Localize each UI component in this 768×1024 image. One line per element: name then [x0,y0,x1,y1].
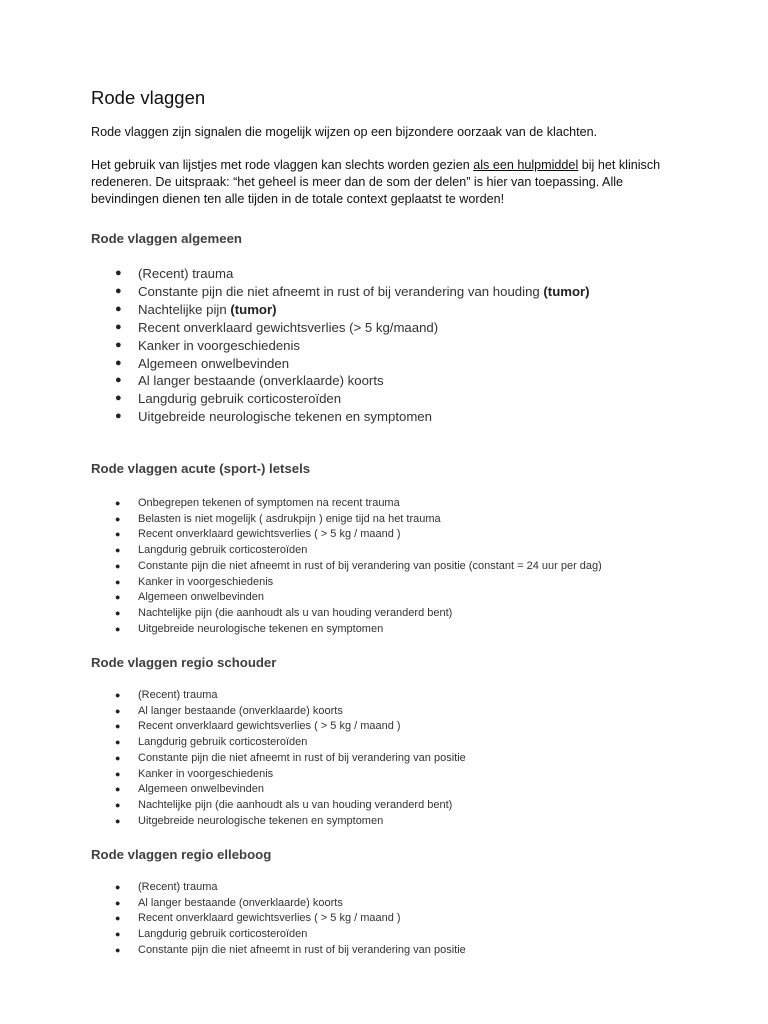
bullet-icon: ● [115,705,121,716]
page-title: Rode vlaggen [91,87,206,108]
bullet-icon: ● [115,498,121,508]
bullet-icon: ● [115,737,121,748]
list-item [91,355,711,373]
list-item-text: Nachtelijke pijn (die aanhoudt als u van houding veranderd bent) [138,606,453,619]
bullet-icon: ● [115,882,121,892]
bullet-icon: ● [115,374,122,387]
list-item-text: Belasten is niet mogelijk ( asdrukpijn ) enige tijd na het trauma [138,512,441,525]
list-item-emphasis: (tumor) [230,301,277,317]
bullet-icon: ● [115,768,121,779]
list-item-emphasis: (tumor) [543,283,590,299]
section-heading-elleboog: Rode vlaggen regio elleboog [91,847,272,862]
list-item [91,265,711,283]
list-item-text: Recent onverklaard gewichtsverlies ( > 5 kg / maand ) [138,528,401,541]
bullet-icon: ● [115,929,121,940]
list-item-text: Langdurig gebruik corticosteroïden [138,736,308,749]
list-item-text: Kanker in voorgeschiedenis [138,575,274,588]
list-item-text: Uitgebreide neurologische tekenen en symptomen [138,622,384,635]
bullet-icon: ● [115,784,121,795]
bullet-icon: ● [115,267,122,279]
list-item [91,337,711,355]
usage-text-end: bij het klinisch [578,158,661,172]
list-item-text: Langdurig gebruik corticosteroïden [138,391,342,407]
list-item [91,688,711,704]
bullet-icon: ● [115,392,122,405]
bullet-icon: ● [115,302,122,315]
list-item [91,496,711,512]
bullet-icon: ● [115,815,121,826]
list-item-text: Kanker in voorgeschiedenis [138,767,274,780]
list-elleboog [91,880,711,959]
list-item [91,390,711,408]
list-item [91,559,711,575]
list-item [91,767,711,783]
list-item [91,319,711,337]
list-item [91,543,711,559]
list-item-text: Onbegrepen tekenen of symptomen na recent trauma [138,497,400,509]
list-item [91,527,711,543]
section-heading-algemeen: Rode vlaggen algemeen [91,231,242,246]
list-item [91,408,711,426]
bullet-icon: ● [115,721,121,732]
list-item-text: Recent onverklaard gewichtsverlies ( > 5 kg / maand ) [138,720,401,733]
list-item-text: Constante pijn die niet afneemt in rust of bij verandering van houding [138,283,544,299]
list-item-text: Constante pijn die niet afneemt in rust of bij verandering van positie [138,751,466,764]
list-item [91,590,711,606]
bullet-icon: ● [115,284,122,297]
list-item-text: Kanker in voorgeschiedenis [138,337,301,353]
usage-text-line2: redeneren. De uitspraak: “het geheel is meer dan de som der delen” is hier van toepassing. Alle [91,174,624,189]
list-item-text: Constante pijn die niet afneemt in rust of bij verandering van positie (constant = 24 uur per dag) [138,559,602,572]
bullet-icon: ● [115,607,121,618]
list-schouder [91,688,711,829]
list-item [91,719,711,735]
list-item-text: Langdurig gebruik corticosteroïden [138,928,308,941]
usage-text-line3: bevindingen dienen ten alle tijden in de totale context geplaatst te worden! [91,191,505,206]
list-item [91,911,711,927]
section-heading-acute-letsels: Rode vlaggen acute (sport-) letsels [91,461,311,476]
list-item-text: (Recent) trauma [138,689,218,701]
usage-text-start: Het gebruik van lijstjes met rode vlaggen kan slechts worden gezien [91,158,474,172]
list-item [91,814,711,830]
list-item [91,704,711,720]
list-item-text: Algemeen onwelbevinden [138,783,264,796]
list-item [91,606,711,622]
list-item [91,880,711,896]
bullet-icon: ● [115,529,121,540]
usage-paragraph [91,157,691,207]
list-item [91,943,711,959]
list-item [91,751,711,767]
bullet-icon: ● [115,944,121,955]
list-item-text: Recent onverklaard gewichtsverlies (> 5 kg/maand) [138,319,439,335]
list-item-text: Algemeen onwelbevinden [138,355,290,371]
list-item [91,283,711,301]
list-item-text: (Recent) trauma [138,266,234,281]
list-item [91,301,711,319]
list-item-text: Constante pijn die niet afneemt in rust of bij verandering van positie [138,943,466,956]
bullet-icon: ● [115,913,121,924]
list-item [91,512,711,528]
bullet-icon: ● [115,897,121,908]
bullet-icon: ● [115,410,122,423]
bullet-icon: ● [115,752,121,763]
list-item [91,896,711,912]
list-item-text: Uitgebreide neurologische tekenen en symptomen [138,409,432,425]
bullet-icon: ● [115,592,121,603]
bullet-icon: ● [115,356,122,369]
list-item [91,622,711,638]
list-algemeen [91,265,711,426]
bullet-icon: ● [115,623,121,634]
list-item-text: Al langer bestaande (onverklaarde) koorts [138,896,343,909]
underlined-phrase: als een hulpmiddel [473,158,579,172]
section-heading-schouder: Rode vlaggen regio schouder [91,655,277,670]
list-item-text: Algemeen onwelbevinden [138,591,264,604]
list-item [91,927,711,943]
intro-paragraph: Rode vlaggen zijn signalen die mogelijk wijzen op een bijzondere oorzaak van de klachten. [91,125,598,139]
bullet-icon: ● [115,338,122,351]
list-item-text: Nachtelijke pijn [138,301,231,317]
list-item-text: Al langer bestaande (onverklaarde) koorts [138,373,384,389]
list-acute-letsels [91,496,711,637]
list-item [91,782,711,798]
bullet-icon: ● [115,320,122,333]
list-item-text: Nachtelijke pijn (die aanhoudt als u van houding veranderd bent) [138,798,453,811]
bullet-icon: ● [115,799,121,810]
bullet-icon: ● [115,513,121,524]
list-item-text: Uitgebreide neurologische tekenen en symptomen [138,814,384,827]
bullet-icon: ● [115,545,121,556]
list-item [91,798,711,814]
list-item [91,575,711,591]
list-item [91,372,711,390]
bullet-icon: ● [115,576,121,587]
list-item-text: Recent onverklaard gewichtsverlies ( > 5 kg / maand ) [138,912,401,925]
list-item [91,735,711,751]
list-item-text: (Recent) trauma [138,881,218,893]
list-item-text: Langdurig gebruik corticosteroïden [138,544,308,557]
bullet-icon: ● [115,690,121,700]
bullet-icon: ● [115,560,121,571]
list-item-text: Al langer bestaande (onverklaarde) koorts [138,704,343,717]
